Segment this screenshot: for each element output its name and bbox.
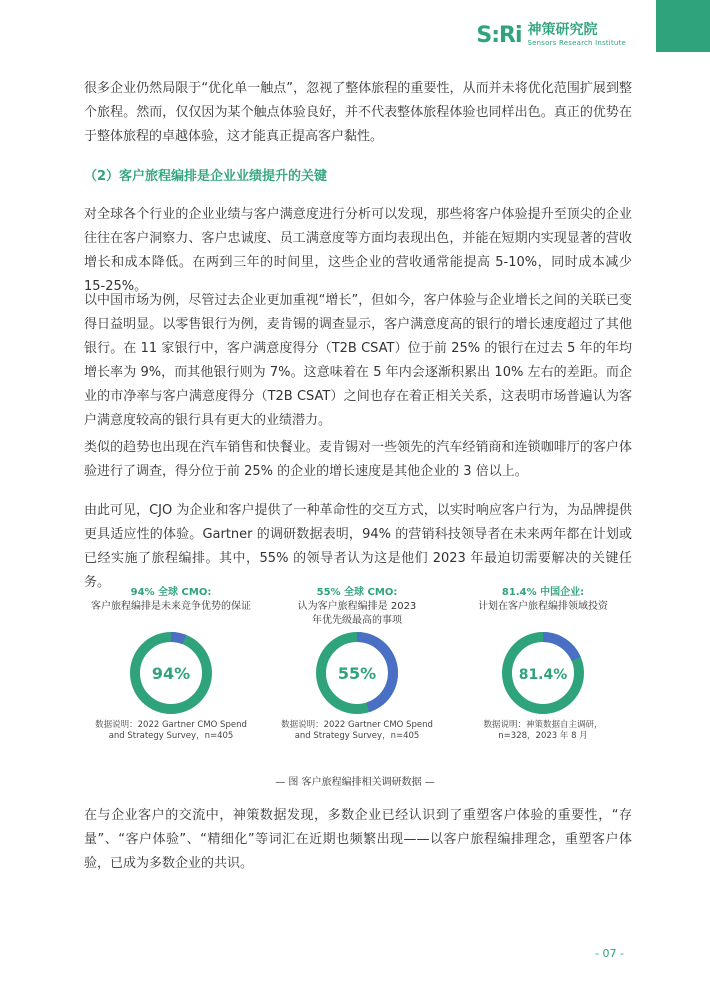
corner-tab bbox=[656, 0, 710, 52]
logo-name-cn: 神策研究院 bbox=[527, 22, 598, 38]
paragraph-1: 很多企业仍然局限于“优化单一触点”，忽视了整体旅程的重要性，从而并未将优化范围扩展到整个旅程。然而，仅仅因为某个触点体验良好，并不代表整体旅程体验也同样出色。真正的优势在于整体旅程的卓越体验，这才能真正提高客户黏性。 bbox=[84, 81, 632, 144]
paragraph-3: 以中国市场为例，尽管过去企业更加重视“增长”，但如今，客户体验与企业增长之间的关联已变得日益明显。以零售银行为例，麦肯锡的调查显示，客户满意度高的银行的增长速度超过了其他银行。在 11 家银行中，客户满意度得分（T2B CSAT）位于前 25% 的银行在过去 5 年的年均增长率为 9%，而其他银行则为 7%。这意味着在 5 年内会逐渐积累出 10% 左右的差距。而企业的市净率与客户满意度得分（T2B CSAT）之间也存在着正相关关系，这表明市场普遍认为客户满意度较高的银行具有更大的业绩潜力。 bbox=[84, 293, 632, 428]
ring-value-label: 55% bbox=[337, 664, 377, 683]
paragraph-5: 由此可见，CJO 为企业和客户提供了一种革命性的交互方式，以实时响应客户行为，为品牌提供更具适应性的体验。Gartner 的调研数据表明，94% 的营销科技领导者在未来两年都在计划或已经实施了旅程编排。其中，55% 的领导者认为这是他们 2023 年最迫切需要解决的关键任务。 bbox=[84, 503, 632, 590]
stat-description: 客户旅程编排是未来竞争优势的保证 bbox=[91, 601, 251, 612]
stat-note: 数据说明：2022 Gartner CMO Spend and Strategy Survey，n=405 bbox=[281, 720, 433, 741]
figure-caption: — 图 客户旅程编排相关调研数据 — bbox=[275, 777, 435, 788]
logo bbox=[476, 18, 626, 52]
logo-name-en: Sensors Research Institute bbox=[527, 39, 626, 47]
section-heading: （2）客户旅程编排是企业业绩提升的关键 bbox=[84, 169, 328, 184]
stat-card bbox=[458, 586, 628, 741]
logo-mark: S:Ri bbox=[476, 22, 522, 48]
stat-card bbox=[272, 586, 442, 741]
donut-ring bbox=[500, 630, 586, 716]
stat-title: 94% 全球 CMO: bbox=[130, 587, 212, 598]
stat-description: 计划在客户旅程编排领域投资 bbox=[478, 601, 608, 612]
donut-ring bbox=[128, 630, 214, 716]
stat-title: 81.4% 中国企业: bbox=[501, 587, 585, 598]
survey-infographic bbox=[84, 586, 632, 756]
paragraph-6: 在与企业客户的交流中，神策数据发现，多数企业已经认识到了重塑客户体验的重要性，“存量”、“客户体验”、“精细化”等词汇在近期也频繁出现——以客户旅程编排理念，重塑客户体验，已成为多数企业的共识。 bbox=[84, 808, 632, 871]
stat-title: 55% 全球 CMO: bbox=[316, 587, 398, 598]
ring-value-label: 81.4% bbox=[518, 667, 568, 683]
stat-note: 数据说明：神策数据自主调研，n=328，2023 年 8 月 bbox=[483, 720, 603, 741]
stat-description: 认为客户旅程编排是 2023 年优先级最高的事项 bbox=[297, 601, 417, 626]
stat-note: 数据说明：2022 Gartner CMO Spend and Strategy Survey，n=405 bbox=[95, 720, 247, 741]
page-number: - 07 - bbox=[595, 947, 624, 960]
donut-ring bbox=[314, 630, 400, 716]
ring-value-label: 94% bbox=[151, 664, 191, 683]
logo-text bbox=[528, 22, 626, 48]
paragraph-2: 对全球各个行业的企业业绩与客户满意度进行分析可以发现，那些将客户体验提升至顶尖的企业往往在客户洞察力、客户忠诚度、员工满意度等方面均表现出色，并能在短期内实现显著的营收增长和成本降低。在两到三年的时间里，这些企业的营收通常能提高 5-10%，同时成本减少 15-25%。 bbox=[84, 207, 632, 294]
paragraph-4: 类似的趋势也出现在汽车销售和快餐业。麦肯锡对一些领先的汽车经销商和连锁咖啡厅的客户体验进行了调查，得分位于前 25% 的企业的增长速度是其他企业的 3 倍以上。 bbox=[84, 440, 632, 479]
stat-card bbox=[86, 586, 256, 741]
